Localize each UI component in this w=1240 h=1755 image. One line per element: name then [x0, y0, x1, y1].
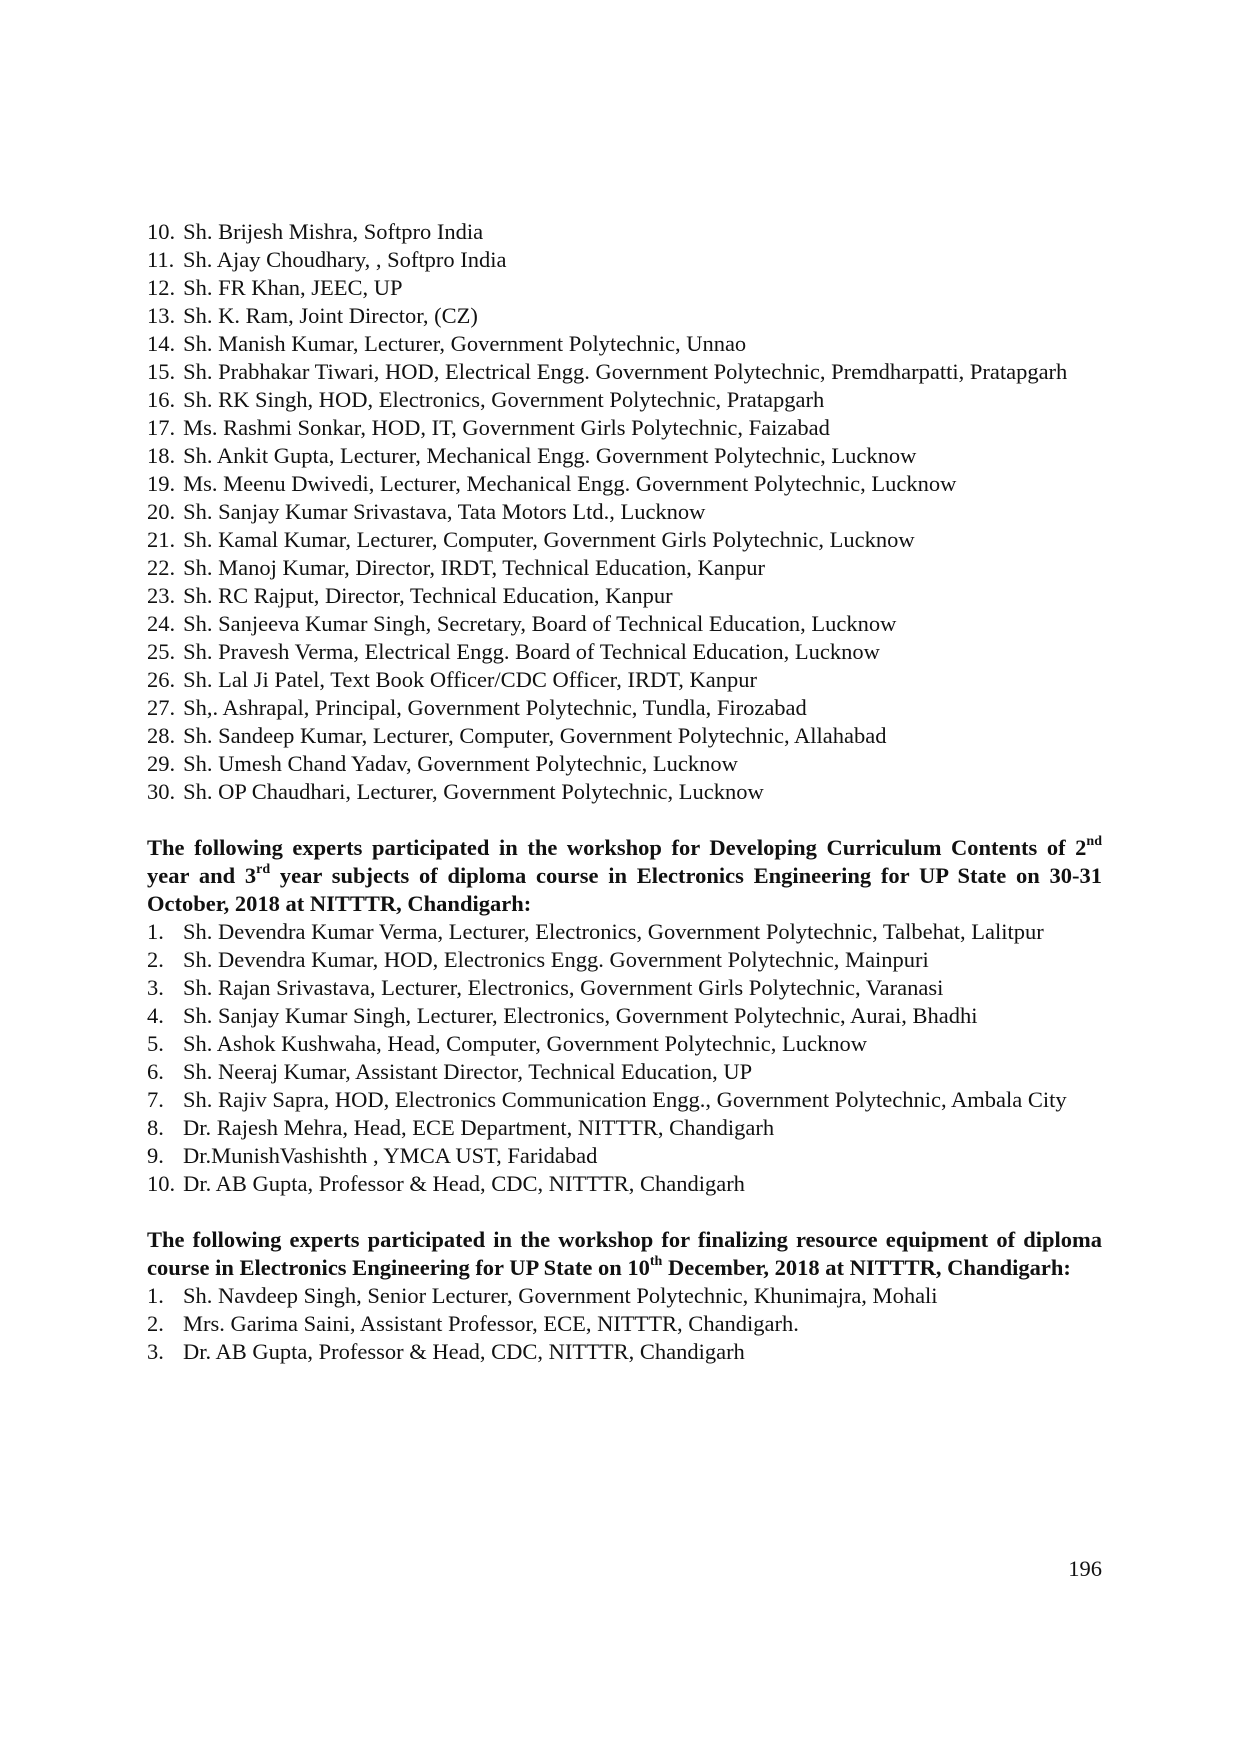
list-item	[147, 750, 1102, 778]
item-number: 16.	[147, 387, 176, 412]
item-text: Sh. Brijesh Mishra, Softpro India	[183, 219, 484, 244]
item-number: 2.	[147, 1311, 164, 1336]
item-number: 28.	[147, 723, 176, 748]
list-item	[147, 946, 1102, 974]
list-item	[147, 1086, 1102, 1114]
item-text: Sh. RC Rajput, Director, Technical Education, Kanpur	[183, 583, 673, 608]
item-number: 9.	[147, 1143, 164, 1168]
item-text: Sh. K. Ram, Joint Director, (CZ)	[183, 303, 478, 328]
item-text: Sh. Navdeep Singh, Senior Lecturer, Government Polytechnic, Khunimajra, Mohali	[183, 1283, 938, 1308]
item-text: Sh. Pravesh Verma, Electrical Engg. Board of Technical Education, Lucknow	[183, 639, 880, 664]
item-text: Dr. AB Gupta, Professor & Head, CDC, NITTTR, Chandigarh	[183, 1171, 745, 1196]
item-text: Sh. Sanjeeva Kumar Singh, Secretary, Board of Technical Education, Lucknow	[183, 611, 897, 636]
item-number: 30.	[147, 779, 176, 804]
heading-text: The following experts participated in the workshop for finalizing resource equipment of diploma course in Electronics Engineering for UP State on	[147, 1227, 1102, 1280]
item-text: Dr.MunishVashishth , YMCA UST, Faridabad	[183, 1143, 598, 1168]
item-text: Sh. Ajay Choudhary, , Softpro India	[183, 247, 507, 272]
list-item	[147, 666, 1102, 694]
item-text: Sh. FR Khan, JEEC, UP	[183, 275, 403, 300]
list-item	[147, 414, 1102, 442]
list-item	[147, 302, 1102, 330]
item-number: 7.	[147, 1087, 164, 1112]
item-text: Sh. Sanjay Kumar Srivastava, Tata Motors Ltd., Lucknow	[183, 499, 706, 524]
item-text: Sh. Umesh Chand Yadav, Government Polytechnic, Lucknow	[183, 751, 738, 776]
heading-text: The following experts participated in the workshop for Developing Curriculum Contents of	[147, 835, 1076, 860]
item-text: Sh. RK Singh, HOD, Electronics, Government Polytechnic, Pratapgarh	[183, 387, 825, 412]
item-number: 18.	[147, 443, 176, 468]
section-heading-resource-equipment	[147, 1226, 1102, 1282]
item-number: 4.	[147, 1003, 164, 1028]
item-text: Sh,. Ashrapal, Principal, Government Polytechnic, Tundla, Firozabad	[183, 695, 807, 720]
item-number: 22.	[147, 555, 176, 580]
item-text: Dr. Rajesh Mehra, Head, ECE Department, NITTTR, Chandigarh	[183, 1115, 775, 1140]
item-number: 24.	[147, 611, 176, 636]
page-number: 196	[1068, 1556, 1102, 1581]
heading-text: 2	[1075, 835, 1087, 860]
item-text: Ms. Meenu Dwivedi, Lecturer, Mechanical Engg. Government Polytechnic, Lucknow	[183, 471, 957, 496]
item-number: 15.	[147, 359, 176, 384]
item-number: 3.	[147, 975, 164, 1000]
list-item	[147, 554, 1102, 582]
item-number: 5.	[147, 1031, 164, 1056]
item-number: 23.	[147, 583, 176, 608]
list-item	[147, 330, 1102, 358]
item-text: Sh. Rajan Srivastava, Lecturer, Electronics, Government Girls Polytechnic, Varanasi	[183, 975, 944, 1000]
heading-text: year subjects of diploma course in Electronics Engineering for UP State on 30-31 October, 2018 at NITTTR, Chandigarh:	[147, 863, 1102, 916]
list-item	[147, 1114, 1102, 1142]
item-number: 27.	[147, 695, 176, 720]
item-number: 13.	[147, 303, 176, 328]
list-item	[147, 1310, 1102, 1338]
list-item	[147, 246, 1102, 274]
participant-list-1	[147, 218, 1102, 806]
item-number: 20.	[147, 499, 176, 524]
ordinal-suffix: nd	[1086, 833, 1102, 849]
item-text: Sh. Ankit Gupta, Lecturer, Mechanical Engg. Government Polytechnic, Lucknow	[183, 443, 917, 468]
list-item	[147, 1282, 1102, 1310]
item-number: 14.	[147, 331, 176, 356]
list-item	[147, 442, 1102, 470]
item-text: Sh. Manoj Kumar, Director, IRDT, Technical Education, Kanpur	[183, 555, 766, 580]
section-heading-curriculum	[147, 834, 1102, 918]
item-number: 21.	[147, 527, 176, 552]
document-body	[147, 218, 1102, 1366]
item-text: Sh. Rajiv Sapra, HOD, Electronics Communication Engg., Government Polytechnic, Ambala City	[183, 1087, 1067, 1112]
item-number: 29.	[147, 751, 176, 776]
item-text: Sh. Ashok Kushwaha, Head, Computer, Government Polytechnic, Lucknow	[183, 1031, 867, 1056]
item-text: Sh. Devendra Kumar, HOD, Electronics Engg. Government Polytechnic, Mainpuri	[183, 947, 929, 972]
item-text: Mrs. Garima Saini, Assistant Professor, ECE, NITTTR, Chandigarh.	[183, 1311, 799, 1336]
item-text: Sh. Sanjay Kumar Singh, Lecturer, Electronics, Government Polytechnic, Aurai, Bhadhi	[183, 1003, 978, 1028]
list-item	[147, 1002, 1102, 1030]
item-text: Ms. Rashmi Sonkar, HOD, IT, Government Girls Polytechnic, Faizabad	[183, 415, 830, 440]
item-number: 26.	[147, 667, 176, 692]
item-number: 19.	[147, 471, 176, 496]
list-item	[147, 386, 1102, 414]
item-number: 11.	[147, 247, 175, 272]
item-text: Sh. Kamal Kumar, Lecturer, Computer, Government Girls Polytechnic, Lucknow	[183, 527, 915, 552]
list-item	[147, 358, 1102, 386]
item-number: 10.	[147, 1171, 176, 1196]
item-text: Dr. AB Gupta, Professor & Head, CDC, NITTTR, Chandigarh	[183, 1339, 745, 1364]
spacer	[147, 806, 1102, 834]
list-item	[147, 638, 1102, 666]
list-item	[147, 1030, 1102, 1058]
list-item	[147, 722, 1102, 750]
item-text: Sh. Sandeep Kumar, Lecturer, Computer, Government Polytechnic, Allahabad	[183, 723, 887, 748]
list-item	[147, 1338, 1102, 1366]
list-item	[147, 218, 1102, 246]
item-text: Sh. OP Chaudhari, Lecturer, Government Polytechnic, Lucknow	[183, 779, 764, 804]
item-number: 25.	[147, 639, 176, 664]
list-item	[147, 1142, 1102, 1170]
list-item	[147, 1058, 1102, 1086]
heading-text: 3	[244, 863, 257, 888]
item-number: 2.	[147, 947, 164, 972]
list-item	[147, 1170, 1102, 1198]
item-number: 6.	[147, 1059, 164, 1084]
item-text: Sh. Devendra Kumar Verma, Lecturer, Electronics, Government Polytechnic, Talbehat, Lalitpur	[183, 919, 1044, 944]
list-item	[147, 274, 1102, 302]
item-text: Sh. Lal Ji Patel, Text Book Officer/CDC Officer, IRDT, Kanpur	[183, 667, 758, 692]
item-text: Sh. Manish Kumar, Lecturer, Government Polytechnic, Unnao	[183, 331, 747, 356]
item-number: 8.	[147, 1115, 164, 1140]
ordinal-suffix: rd	[256, 861, 271, 877]
list-item	[147, 918, 1102, 946]
list-item	[147, 778, 1102, 806]
spacer	[147, 1198, 1102, 1226]
item-number: 1.	[147, 1283, 164, 1308]
heading-text: year and	[147, 863, 245, 888]
participant-list-3	[147, 1282, 1102, 1366]
item-number: 10.	[147, 219, 176, 244]
item-number: 1.	[147, 919, 164, 944]
item-number: 17.	[147, 415, 176, 440]
participant-list-2	[147, 918, 1102, 1198]
item-text: Sh. Prabhakar Tiwari, HOD, Electrical Engg. Government Polytechnic, Premdharpatti, Pratapgarh	[183, 359, 1068, 384]
list-item	[147, 974, 1102, 1002]
heading-text: 10	[627, 1255, 650, 1280]
heading-text: December, 2018 at NITTTR, Chandigarh:	[662, 1255, 1071, 1280]
item-text: Sh. Neeraj Kumar, Assistant Director, Technical Education, UP	[183, 1059, 753, 1084]
ordinal-suffix: th	[649, 1253, 663, 1269]
item-number: 12.	[147, 275, 176, 300]
list-item	[147, 582, 1102, 610]
list-item	[147, 470, 1102, 498]
item-number: 3.	[147, 1339, 164, 1364]
list-item	[147, 498, 1102, 526]
list-item	[147, 694, 1102, 722]
list-item	[147, 526, 1102, 554]
list-item	[147, 610, 1102, 638]
